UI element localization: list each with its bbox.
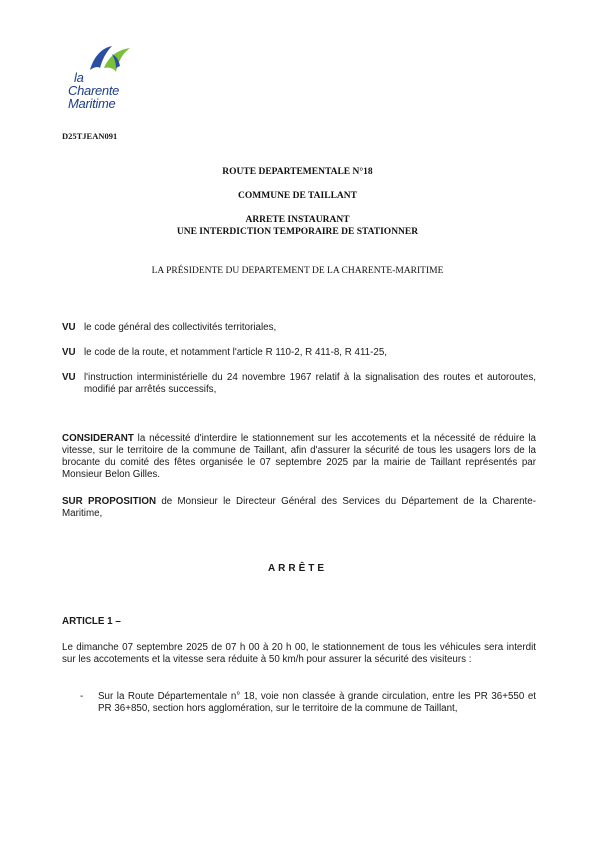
visa-key: VU xyxy=(62,322,76,333)
heading-arrete-line2: UNE INTERDICTION TEMPORAIRE DE STATIONNER xyxy=(176,227,419,237)
proposition-text: de Monsieur le Directeur Général des Services du Département de la Charente-Maritime, xyxy=(62,496,536,519)
document-reference: D25TJEAN091 xyxy=(62,131,118,141)
visa-key: VU xyxy=(62,372,76,383)
article-1-title: ARTICLE 1 – xyxy=(62,616,121,627)
visa-item xyxy=(62,372,536,396)
visa-text: l'instruction interministérielle du 24 novembre 1967 relatif à la signalisation des routes et autoroutes, modifié par arrêtés successifs, xyxy=(84,372,536,395)
bullet-dash: - xyxy=(80,691,84,702)
proposition-key: SUR PROPOSITION xyxy=(62,496,157,507)
article-1-text: Le dimanche 07 septembre 2025 de 07 h 00 à 20 h 00, le stationnement de tous les véhicules sera interdit sur les accotements et la vitesse sera réduite à 50 km/h pour assurer la sécurité des visiteurs : xyxy=(62,642,536,665)
arrete-title: ARRÊTE xyxy=(267,563,328,574)
logo-text-line1: la xyxy=(74,70,84,85)
visa-item xyxy=(62,347,536,359)
proposition-paragraph xyxy=(62,496,536,520)
department-logo xyxy=(68,44,138,112)
considerant-paragraph xyxy=(62,433,536,481)
visa-text: le code de la route, et notamment l'article R 110-2, R 411-8, R 411-25, xyxy=(84,347,388,358)
visa-text: le code général des collectivités territoriales, xyxy=(84,322,277,333)
heading-presidente: LA PRÉSIDENTE DU DEPARTEMENT DE LA CHARENTE-MARITIME xyxy=(151,266,444,276)
logo-text-line2: Charente xyxy=(68,83,120,98)
heading-commune: COMMUNE DE TAILLANT xyxy=(238,191,357,201)
considerant-text: la nécessité d'interdire le stationnement sur les accotements et la nécessité de réduire la vitesse, sur le territoire de la commune de Taillant, afin d'assurer la sécurité de tous les usagers lors de la brocante du comité des fêtes organisée le 07 septembre 2025 par la mairie de Taillant représentés par Monsieur Belon Gilles. xyxy=(62,433,536,480)
logo-text-line3: Maritime xyxy=(68,96,116,111)
article-1-bullet xyxy=(80,691,536,715)
bullet-text: Sur la Route Départementale n° 18, voie non classée à grande circulation, entre les PR 36+550 et PR 36+850, section hors agglomération, sur le territoire de la commune de Taillant, xyxy=(98,691,536,714)
considerant-key: CONSIDERANT xyxy=(62,433,134,444)
visa-item xyxy=(62,322,536,334)
heading-route: ROUTE DEPARTEMENTALE N°18 xyxy=(222,167,373,177)
heading-arrete-line1: ARRETE INSTAURANT xyxy=(245,215,350,225)
visa-key: VU xyxy=(62,347,76,358)
